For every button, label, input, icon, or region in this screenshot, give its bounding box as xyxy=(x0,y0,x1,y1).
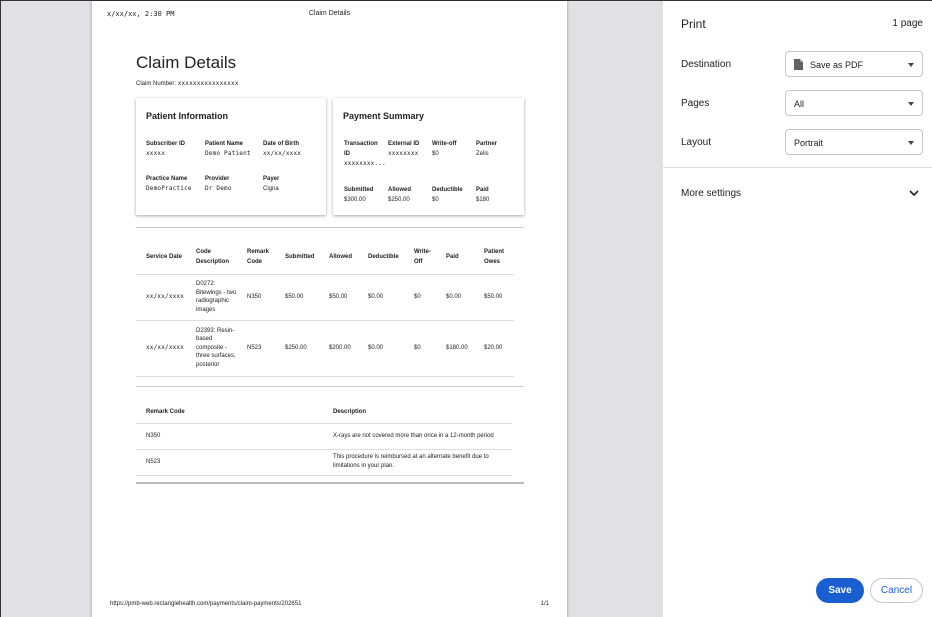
layout-label: Layout xyxy=(681,137,712,148)
writeoff-label: Write-off xyxy=(432,141,457,147)
column-header: Write-Off xyxy=(404,241,436,274)
page-count: 1 page xyxy=(892,18,923,29)
chevron-down-icon[interactable] xyxy=(909,189,919,197)
table-cell: N523 xyxy=(136,449,323,475)
table-cell: $0.00 xyxy=(358,274,404,320)
table-row xyxy=(136,423,512,449)
destination-value: Save as PDF xyxy=(810,60,864,70)
column-header: Deductible xyxy=(358,241,404,274)
pages-label: Pages xyxy=(681,98,710,109)
allowed-label: Allowed xyxy=(388,187,412,193)
table-cell: $180.00 xyxy=(436,320,474,376)
subscriber-id-label: Subscriber ID xyxy=(146,141,186,147)
column-header: Service Date xyxy=(136,241,186,274)
allowed-field xyxy=(388,185,411,205)
claim-number-value: xxxxxxxxxxxxxxxx xyxy=(177,80,239,87)
print-settings-sidebar xyxy=(663,1,932,617)
column-header: Paid xyxy=(436,241,474,274)
table-cell: This procedure is reimbursed at an alternate benefit due to limitations in your plan. xyxy=(323,449,512,475)
practice-name-value: DemoPractice xyxy=(146,185,192,192)
caret-down-icon xyxy=(908,102,914,106)
table-cell: xx/xx/xxxx xyxy=(136,320,186,376)
provider-label: Provider xyxy=(205,176,230,182)
practice-name-field xyxy=(146,174,192,194)
print-title: Print xyxy=(681,17,706,31)
external-id-label: External ID xyxy=(388,141,420,147)
pages-value: All xyxy=(794,99,805,109)
patient-name-value: Demo Patient xyxy=(205,150,251,157)
table-cell: $20.00 xyxy=(474,320,514,376)
payment-summary-title: Payment Summary xyxy=(343,111,425,121)
table-cell: N350 xyxy=(237,274,275,320)
date-of-birth-field xyxy=(263,139,301,159)
column-header: Remark Code xyxy=(237,241,275,274)
subscriber-id-value: xxxxx xyxy=(146,150,166,157)
deductible-value: $0 xyxy=(432,197,439,203)
document-title: Claim Details xyxy=(136,53,237,72)
settings-divider xyxy=(663,167,932,168)
remarks-header-row xyxy=(136,401,512,423)
claim-number-label: Claim Number: xyxy=(136,81,177,87)
patient-information-card xyxy=(136,98,326,215)
transaction-id-label-2: ID xyxy=(344,151,350,157)
paid-value: $180 xyxy=(476,197,490,203)
external-id-field xyxy=(388,139,419,159)
line-items-table xyxy=(136,241,514,377)
layout-value: Portrait xyxy=(794,138,824,148)
table-cell: $0.00 xyxy=(358,320,404,376)
save-button[interactable]: Save xyxy=(816,578,864,603)
table-cell: N350 xyxy=(136,423,323,449)
column-header: Description xyxy=(323,401,512,423)
table-row xyxy=(136,274,514,320)
destination-select[interactable] xyxy=(785,51,923,77)
provider-value: Dr Demo xyxy=(205,185,232,192)
table-cell: $0.00 xyxy=(436,274,474,320)
print-preview-area xyxy=(1,1,663,617)
payer-field xyxy=(263,174,279,194)
date-of-birth-label: Date of Birth xyxy=(263,141,299,147)
column-header: Remark Code xyxy=(136,401,323,423)
destination-label: Destination xyxy=(681,59,732,70)
table-row xyxy=(136,449,512,475)
column-header: Allowed xyxy=(319,241,358,274)
payer-label: Payer xyxy=(263,176,280,182)
patient-name-label: Patient Name xyxy=(205,141,244,147)
pages-select[interactable] xyxy=(785,90,923,116)
claim-number xyxy=(136,80,239,87)
section-divider xyxy=(136,386,524,387)
cancel-button[interactable]: Cancel xyxy=(870,578,923,603)
page-footer-url: https://pmb-web.rectanglehealth.com/payments/claim-payments/202651 xyxy=(110,601,302,607)
partner-value: Zelis xyxy=(476,151,489,157)
transaction-id-label: Transaction xyxy=(344,141,378,147)
partner-field xyxy=(476,139,497,159)
table-cell: $250.00 xyxy=(275,320,319,376)
caret-down-icon xyxy=(908,141,914,145)
practice-name-label: Practice Name xyxy=(146,176,188,182)
table-cell: X-rays are not covered more than once in a 12-month period xyxy=(323,423,512,449)
column-header: Submitted xyxy=(275,241,319,274)
submitted-label: Submitted xyxy=(344,187,374,193)
document-icon xyxy=(794,59,803,70)
paid-field xyxy=(476,185,489,205)
page-header-title: Claim Details xyxy=(308,10,351,17)
table-cell: $0 xyxy=(404,320,436,376)
payment-summary-card xyxy=(333,98,524,215)
table-cell: $50.00 xyxy=(474,274,514,320)
section-divider xyxy=(136,227,524,228)
subscriber-id-field xyxy=(146,139,185,159)
table-cell: $200.00 xyxy=(319,320,358,376)
more-settings-toggle[interactable]: More settings xyxy=(681,188,742,199)
paid-label: Paid xyxy=(476,187,489,193)
external-id-value: xxxxxxxx xyxy=(388,150,419,157)
page-footer-number: 1/1 xyxy=(540,601,549,607)
allowed-value: $250.00 xyxy=(388,197,410,203)
table-cell: xx/xx/xxxx xyxy=(136,274,186,320)
table-cell: D2393: Resin-based composite - three surfaces, posterior xyxy=(186,320,237,376)
patient-name-field xyxy=(205,139,251,159)
patient-information-title: Patient Information xyxy=(146,111,229,121)
writeoff-value: $0 xyxy=(432,151,439,157)
table-cell: D0272: Bitewings - two radiographic images xyxy=(186,274,237,320)
deductible-label: Deductible xyxy=(432,187,463,193)
line-items-header-row xyxy=(136,241,514,274)
page-header-time: x/xx/xx, 2:30 PM xyxy=(107,10,175,18)
payer-value: Cigna xyxy=(263,186,279,192)
submitted-value: $300.00 xyxy=(344,197,366,203)
table-cell: $50.00 xyxy=(275,274,319,320)
submitted-field xyxy=(344,185,373,205)
deductible-field xyxy=(432,185,463,205)
column-header: Patient Owes xyxy=(474,241,514,274)
remarks-table xyxy=(136,401,512,476)
section-divider xyxy=(136,482,524,484)
provider-field xyxy=(205,174,232,194)
table-cell: $50.00 xyxy=(319,274,358,320)
writeoff-field xyxy=(432,139,457,159)
table-cell: $0 xyxy=(404,274,436,320)
column-header: Code Description xyxy=(186,241,237,274)
date-of-birth-value: xx/xx/xxxx xyxy=(263,150,302,157)
partner-label: Partner xyxy=(476,141,498,147)
transaction-id-value: xxxxxxxx... xyxy=(344,160,386,167)
layout-select[interactable] xyxy=(785,129,923,155)
preview-page xyxy=(92,1,567,617)
table-row xyxy=(136,320,514,376)
caret-down-icon xyxy=(908,63,914,67)
transaction-id-field xyxy=(344,139,386,169)
table-cell: N523 xyxy=(237,320,275,376)
